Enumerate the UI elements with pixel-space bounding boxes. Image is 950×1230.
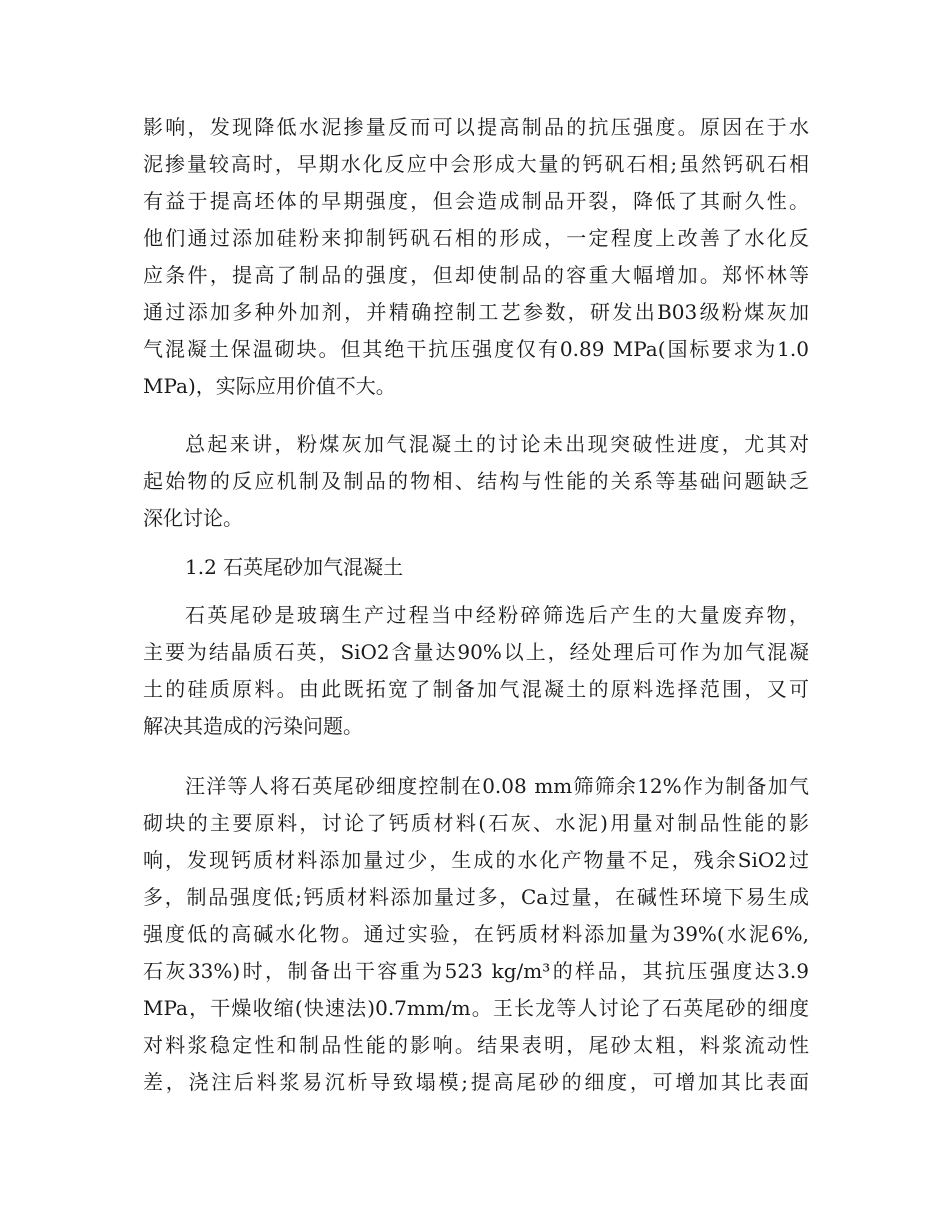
text-line: 他们通过添加硅粉来抑制钙矾石相的形成，一定程度上改善了水化反 <box>143 226 809 250</box>
paragraph-4 <box>143 768 809 1101</box>
paragraph-3 <box>143 597 809 745</box>
text-line: 解决其造成的污染问题。 <box>143 714 363 738</box>
text-line: 石英尾砂是玻璃生产过程当中经粉碎筛选后产生的大量废弃物， <box>185 603 809 627</box>
text-line: 强度低的高碱水化物。通过实验，在钙质材料添加量为39%(水泥6%, <box>143 922 809 946</box>
text-line: 应条件，提高了制品的强度，但却使制品的容重大幅增加。郑怀林等 <box>143 263 809 287</box>
text-line: 多，制品强度低;钙质材料添加量过多，Ca过量，在碱性环境下易生成 <box>143 885 809 909</box>
text-line: 起始物的反应机制及制品的物相、结构与性能的关系等基础问题缺乏 <box>143 469 809 493</box>
text-line: 土的硅质原料。由此既拓宽了制备加气混凝土的原料选择范围，又可 <box>143 677 809 701</box>
paragraph-1 <box>143 109 809 405</box>
section-heading <box>143 549 809 586</box>
text-line: 响，发现钙质材料添加量过少，生成的水化产物量不足，残余SiO2过 <box>143 848 809 872</box>
text-line: 石灰33%)时，制备出干容重为523 kg/m³的样品，其抗压强度达3.9 <box>143 959 809 983</box>
text-line: 气混凝土保温砌块。但其绝干抗压强度仅有0.89 MPa(国标要求为1.0 <box>143 337 809 361</box>
text-line: 通过添加多种外加剂，并精确控制工艺参数，研发出B03级粉煤灰加 <box>143 300 809 324</box>
text-line: MPa，干燥收缩(快速法)0.7mm/m。王长龙等人讨论了石英尾砂的细度 <box>143 996 809 1020</box>
text-line: 汪洋等人将石英尾砂细度控制在0.08 mm筛筛余12%作为制备加气 <box>185 774 809 798</box>
text-line: 差，浇注后料浆易沉析导致塌模;提高尾砂的细度，可增加其比表面 <box>143 1070 809 1094</box>
text-line: 深化讨论。 <box>143 506 243 530</box>
paragraph-2 <box>143 426 809 537</box>
text-line: 影响，发现降低水泥掺量反而可以提高制品的抗压强度。原因在于水 <box>143 115 809 139</box>
text-line: 砌块的主要原料，讨论了钙质材料(石灰、水泥)用量对制品性能的影 <box>143 811 809 835</box>
text-line: 泥掺量较高时，早期水化反应中会形成大量的钙矾石相;虽然钙矾石相 <box>143 152 809 176</box>
text-line: MPa)，实际应用价值不大。 <box>143 374 396 398</box>
text-line: 主要为结晶质石英，SiO2含量达90%以上，经处理后可作为加气混凝 <box>143 640 809 664</box>
section-heading-text: 1.2 石英尾砂加气混凝土 <box>185 555 404 579</box>
text-line: 有益于提高坯体的早期强度，但会造成制品开裂，降低了其耐久性。 <box>143 189 809 213</box>
text-line: 对料浆稳定性和制品性能的影响。结果表明，尾砂太粗，料浆流动性 <box>143 1033 809 1057</box>
text-line: 总起来讲，粉煤灰加气混凝土的讨论未出现突破性进度，尤其对 <box>185 432 809 456</box>
